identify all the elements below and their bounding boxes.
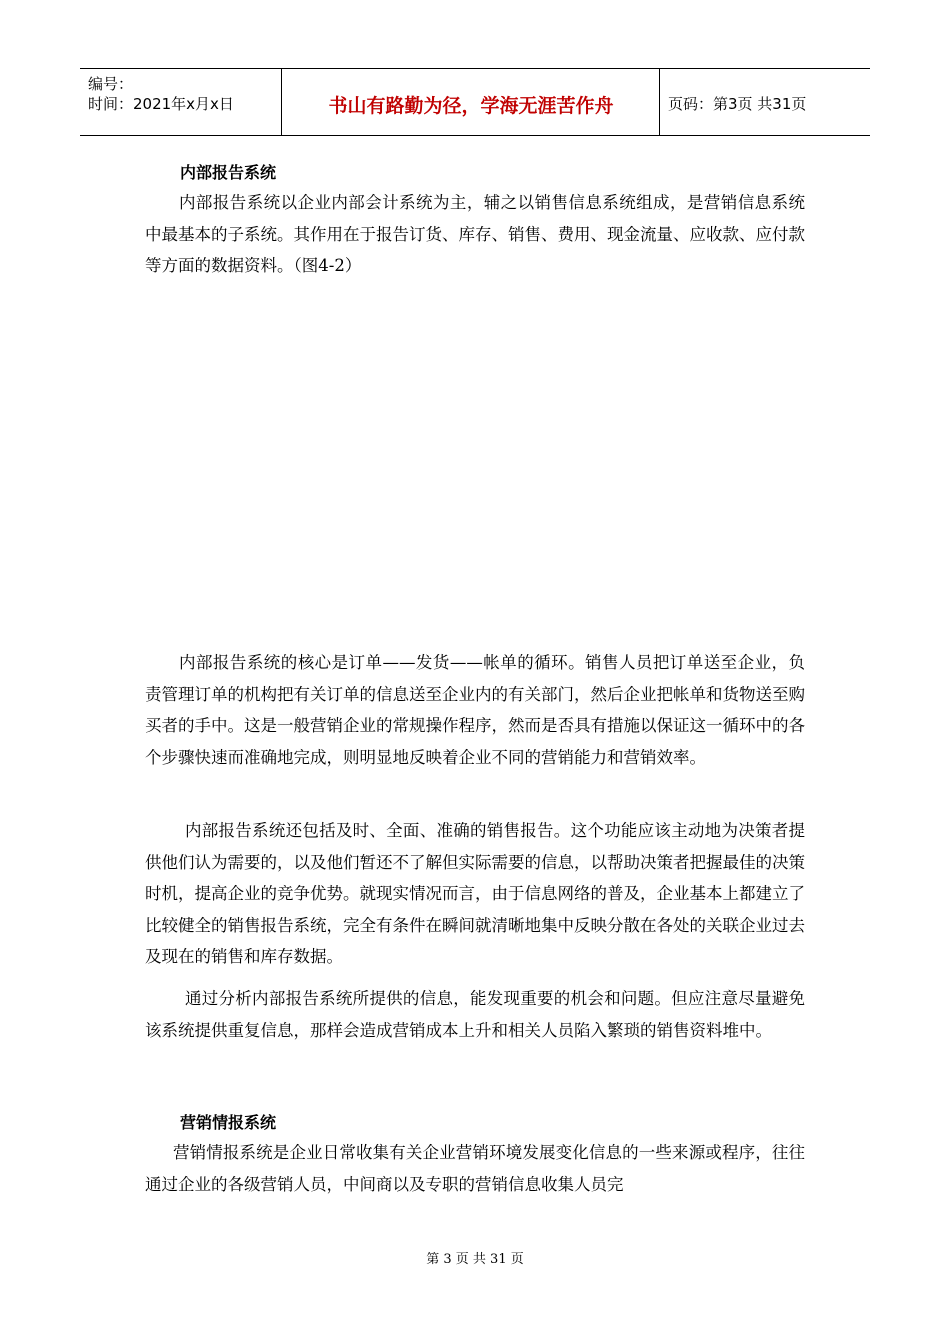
header-motto-cell <box>282 69 660 135</box>
document-time-label: 时间：2021年x月x日 <box>88 95 234 113</box>
document-number-label: 编号： <box>88 75 134 93</box>
document-header <box>80 68 870 136</box>
header-page-cell <box>660 69 870 135</box>
section-heading-marketing-intelligence: 营销情报系统 <box>180 1113 277 1132</box>
paragraph-internal-intro: 内部报告系统以企业内部会计系统为主，辅之以销售信息系统组成，是营销信息系统中最基本的子系统。其作用在于报告订货、库存、销售、费用、现金流量、应收款、应付款等方面的数据资料。（图4-2） <box>145 193 805 275</box>
paragraph-internal-analysis: 通过分析内部报告系统所提供的信息，能发现重要的机会和问题。但应注意尽量避免该系统提供重复信息，那样会造成营销成本上升和相关人员陷入繁琐的销售资料堆中。 <box>145 989 805 1040</box>
page-footer: 第 3 页 共 31 页 <box>426 1252 524 1267</box>
header-page-info: 页码：第3页 共31页 <box>668 95 807 113</box>
paragraph-intelligence-intro: 营销情报系统是企业日常收集有关企业营销环境发展变化信息的一些来源或程序，往往通过企业的各级营销人员，中间商以及专职的营销信息收集人员完 <box>145 1143 805 1194</box>
paragraph-internal-core: 内部报告系统的核心是订单——发货——帐单的循环。销售人员把订单送至企业，负责管理订单的机构把有关订单的信息送至企业内的有关部门，然后企业把帐单和货物送至购买者的手中。这是一般营销企业的常规操作程序，然而是否具有措施以保证这一循环中的各个步骤快速而准确地完成，则明显地反映着企业不同的营销能力和营销效率。 <box>145 653 805 767</box>
section-heading-internal-report: 内部报告系统 <box>180 163 277 182</box>
paragraph-internal-sales-report: 内部报告系统还包括及时、全面、准确的销售报告。这个功能应该主动地为决策者提供他们认为需要的，以及他们暂还不了解但实际需要的信息，以帮助决策者把握最佳的决策时机，提高企业的竞争优势。就现实情况而言，由于信息网络的普及，企业基本上都建立了比较健全的销售报告系统，完全有条件在瞬间就清晰地集中反映分散在各处的关联企业过去及现在的销售和库存数据。 <box>145 821 805 966</box>
header-meta-cell <box>80 69 282 135</box>
header-motto: 书山有路勤为径，学海无涯苦作舟 <box>328 95 614 117</box>
